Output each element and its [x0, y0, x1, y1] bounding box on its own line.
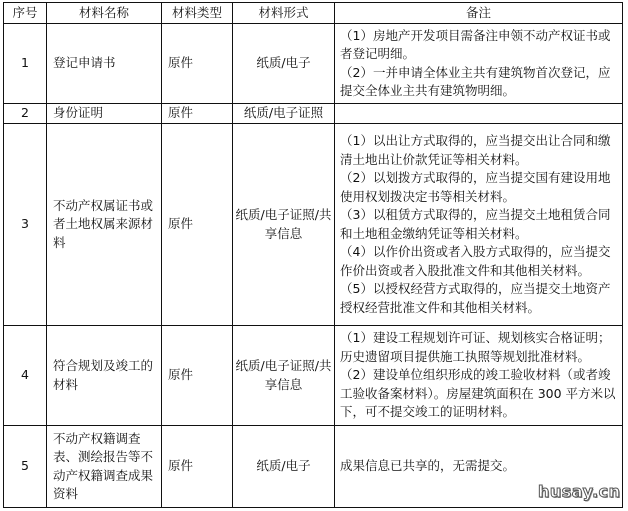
row-type: 原件 [162, 24, 233, 104]
row-name: 不动产权籍调查表、测绘报告等不动产权籍调查成果资料 [47, 426, 162, 508]
row-no: 3 [4, 124, 47, 326]
note-line: （1）以出让方式取得的，应当提交出让合同和缴清土地出让价款凭证等相关材料。 [340, 133, 611, 167]
header-type: 材料类型 [162, 3, 233, 24]
row-notes [335, 326, 623, 426]
row-type: 原件 [162, 124, 233, 326]
table-row [4, 326, 623, 426]
note-line: （1）房地产开发项目需备注申领不动产权证书或者登记明细。 [340, 27, 611, 61]
note-line: （5）以授权经营方式取得的，应当提交土地资产授权经营批准文件和其他相关材料。 [340, 281, 611, 315]
note-line: （2）建设单位组织形成的竣工验收材料（或者竣工验收备案材料）。房屋建筑面积在 300 平方米以下，可不提交竣工的证明材料。 [340, 367, 616, 420]
table-row [4, 24, 623, 104]
row-name: 身份证明 [47, 104, 162, 124]
row-type: 原件 [162, 104, 233, 124]
row-name: 登记申请书 [47, 24, 162, 104]
note-line: （2）一并申请全体业主共有建筑物首次登记，应提交全体业主共有建筑物明细。 [340, 64, 611, 98]
row-type: 原件 [162, 326, 233, 426]
note-line: （4）以作价出资或者入股方式取得的，应当提交作价出资或者入股批准文件和其他相关材料。 [340, 244, 611, 278]
row-notes [335, 104, 623, 124]
header-no: 序号 [4, 3, 47, 24]
note-line: （3）以租赁方式取得的，应当提交土地租赁合同和土地租金缴纳凭证等相关材料。 [340, 207, 611, 241]
row-no: 1 [4, 24, 47, 104]
row-form: 纸质/电子 [233, 24, 335, 104]
header-notes: 备注 [335, 3, 623, 24]
row-form: 纸质/电子 [233, 426, 335, 508]
header-form: 材料形式 [233, 3, 335, 24]
row-no: 5 [4, 426, 47, 508]
row-form: 纸质/电子证照/共享信息 [233, 124, 335, 326]
row-name: 不动产权属证书或者土地权属来源材料 [47, 124, 162, 326]
note-line: （2）以划拨方式取得的，应当提交国有建设用地使用权划拨决定书等相关材料。 [340, 170, 611, 204]
row-form: 纸质/电子证照/共享信息 [233, 326, 335, 426]
header-name: 材料名称 [47, 3, 162, 24]
row-notes [335, 24, 623, 104]
row-no: 2 [4, 104, 47, 124]
row-no: 4 [4, 326, 47, 426]
row-notes [335, 124, 623, 326]
row-form: 纸质/电子证照 [233, 104, 335, 124]
note-line: （1）建设工程规划许可证、规划核实合格证明；历史遗留项目提供施工执照等规划批准材料。 [340, 330, 611, 364]
header-row [4, 3, 623, 24]
table-row [4, 104, 623, 124]
row-name: 符合规划及竣工的材料 [47, 326, 162, 426]
row-type: 原件 [162, 426, 233, 508]
watermark-logo: husay.cn [538, 482, 621, 501]
table-row [4, 124, 623, 326]
note-line: 成果信息已共享的，无需提交。 [340, 458, 516, 474]
table-row [4, 426, 623, 508]
materials-table [3, 2, 623, 508]
